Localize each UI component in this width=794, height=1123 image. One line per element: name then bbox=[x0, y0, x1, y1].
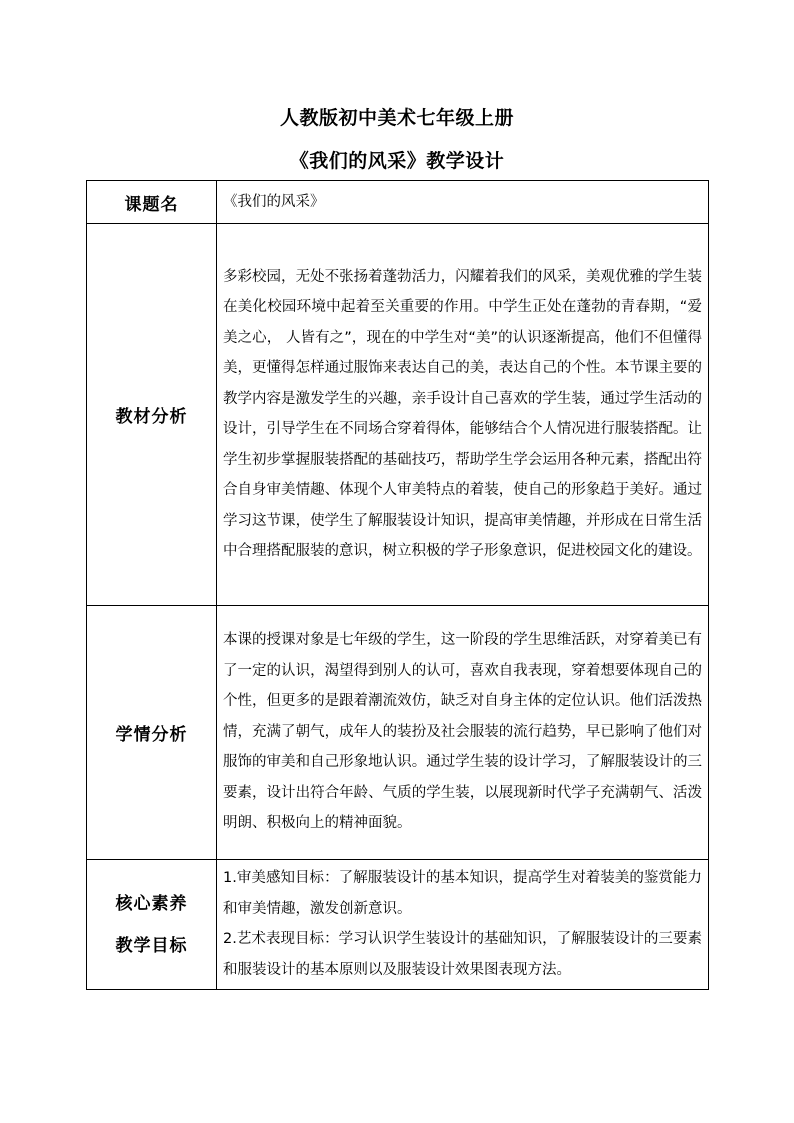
table-row-core-goals bbox=[87, 860, 709, 990]
goal-item-artistic: 2.艺术表现目标：学习认识学生装设计的基础知识，了解服装设计的三要素和服装设计的基本原则以及服装设计效果图表现方法。 bbox=[223, 931, 702, 978]
material-analysis-content: 多彩校园，无处不张扬着蓬勃活力，闪耀着我们的风采，美观优雅的学生装在美化校园环境中起着至关重要的作用。中学生正处在蓬勃的青春期，“爱美之心， 人皆有之”，现在的中学生对“美”的认识逐渐提高，他们不但懂得美，更懂得怎样通过服饰来表达自己的美，表达自己的个性。本节课主要的教学内容是激发学生的兴趣，亲手设计自己喜欢的学生装，通过学生活动的设计，引导学生在不同场合穿着得体，能够结合个人情况进行服装搭配。让学生初步掌握服装搭配的基础技巧，帮助学生学会运用各种元素，搭配出符合自身审美情趣、体现个人审美特点的着装，使自己的形象趋于美好。通过学习这节课，使学生了解服装设计知识，提高审美情趣，并形成在日常生活中合理搭配服装的意识，树立积极的学子形象意识，促进校园文化的建设。 bbox=[217, 224, 709, 606]
lesson-plan-table bbox=[86, 180, 709, 990]
core-goals-label-line2: 教学目标 bbox=[115, 935, 188, 956]
core-goals-content bbox=[217, 860, 709, 990]
material-analysis-label: 教材分析 bbox=[87, 224, 217, 606]
document-subtitle: 《我们的风采》教学设计 bbox=[289, 150, 505, 172]
table-row-topic bbox=[87, 181, 709, 224]
document-title: 人教版初中美术七年级上册 bbox=[279, 107, 514, 129]
student-analysis-content: 本课的授课对象是七年级的学生，这一阶段的学生思维活跃，对穿着美已有了一定的认识，渴望得到别人的认可，喜欢自我表现，穿着想要体现自己的个性，但更多的是跟着潮流效仿，缺乏对自身主体的定位认识。他们活泼热情，充满了朝气，成年人的装扮及社会服装的流行趋势，早已影响了他们对服饰的审美和自己形象地认识。通过学生装的设计学习，了解服装设计的三要素，设计出符合年龄、气质的学生装，以展现新时代学子充满朝气、活泼明朗、积极向上的精神面貌。 bbox=[217, 606, 709, 860]
core-goals-label-line1: 核心素养 bbox=[115, 893, 188, 914]
core-goals-label bbox=[87, 860, 217, 990]
student-analysis-label: 学情分析 bbox=[87, 606, 217, 860]
table-row-material-analysis bbox=[87, 224, 709, 606]
topic-content: 《我们的风采》 bbox=[217, 181, 709, 224]
goal-item-aesthetic: 1.审美感知目标：了解服装设计的基本知识，提高学生对着装美的鉴赏能力和审美情趣，激发创新意识。 bbox=[223, 870, 702, 917]
table-row-student-analysis bbox=[87, 606, 709, 860]
topic-label: 课题名 bbox=[87, 181, 217, 224]
